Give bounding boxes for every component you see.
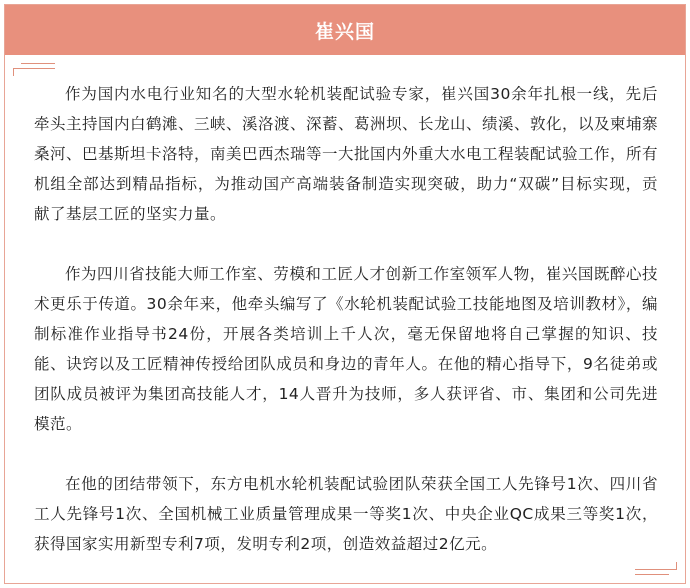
paragraph-mentorship: 作为四川省技能大师工作室、劳模和工匠人才创新工作室领军人物，崔兴国既醉心技术更乐于传道。30余年来，他牵头编写了《水轮机装配试验工技能地图及培训教材》，编制标准作业指导书24份，开展各类培训上千人次，毫无保留地将自己掌握的知识、技能、诀窍以及工匠精神传授给团队成员和身边的青年人。在他的精心指导下，9名徒弟或团队成员被评为集团高技能人才，14人晋升为技师，多人获评省、市、集团和公司先进模范。: [34, 265, 658, 433]
corner-ornament-top-left: [13, 63, 55, 75]
paragraph-achievements: 在他的团结带领下，东方电机水轮机装配试验团队荣获全国工人先锋号1次、四川省工人先锋号1次、全国机械工业质量管理成果一等奖1次、中央企业QC成果三等奖1次，获得国家实用新型专利7项，发明专利2项，创造效益超过2亿元。: [34, 475, 658, 553]
profile-body: [34, 79, 658, 559]
profile-title: 崔兴国: [314, 20, 375, 43]
title-banner: [5, 5, 685, 55]
profile-card: [4, 4, 686, 584]
paragraph-career: 作为国内水电行业知名的大型水轮机装配试验专家，崔兴国30余年扎根一线，先后牵头主持国内白鹤滩、三峡、溪洛渡、深蓄、葛洲坝、长龙山、绩溪、敦化，以及柬埔寨桑河、巴基斯坦卡洛特，南美巴西杰瑞等一大批国内外重大水电工程装配试验工作，所有机组全部达到精品指标，为推动国产高端装备制造实现突破，助力“双碳”目标实现，贡献了基层工匠的坚实力量。: [34, 85, 659, 223]
corner-ornament-bottom-right: [635, 563, 677, 575]
